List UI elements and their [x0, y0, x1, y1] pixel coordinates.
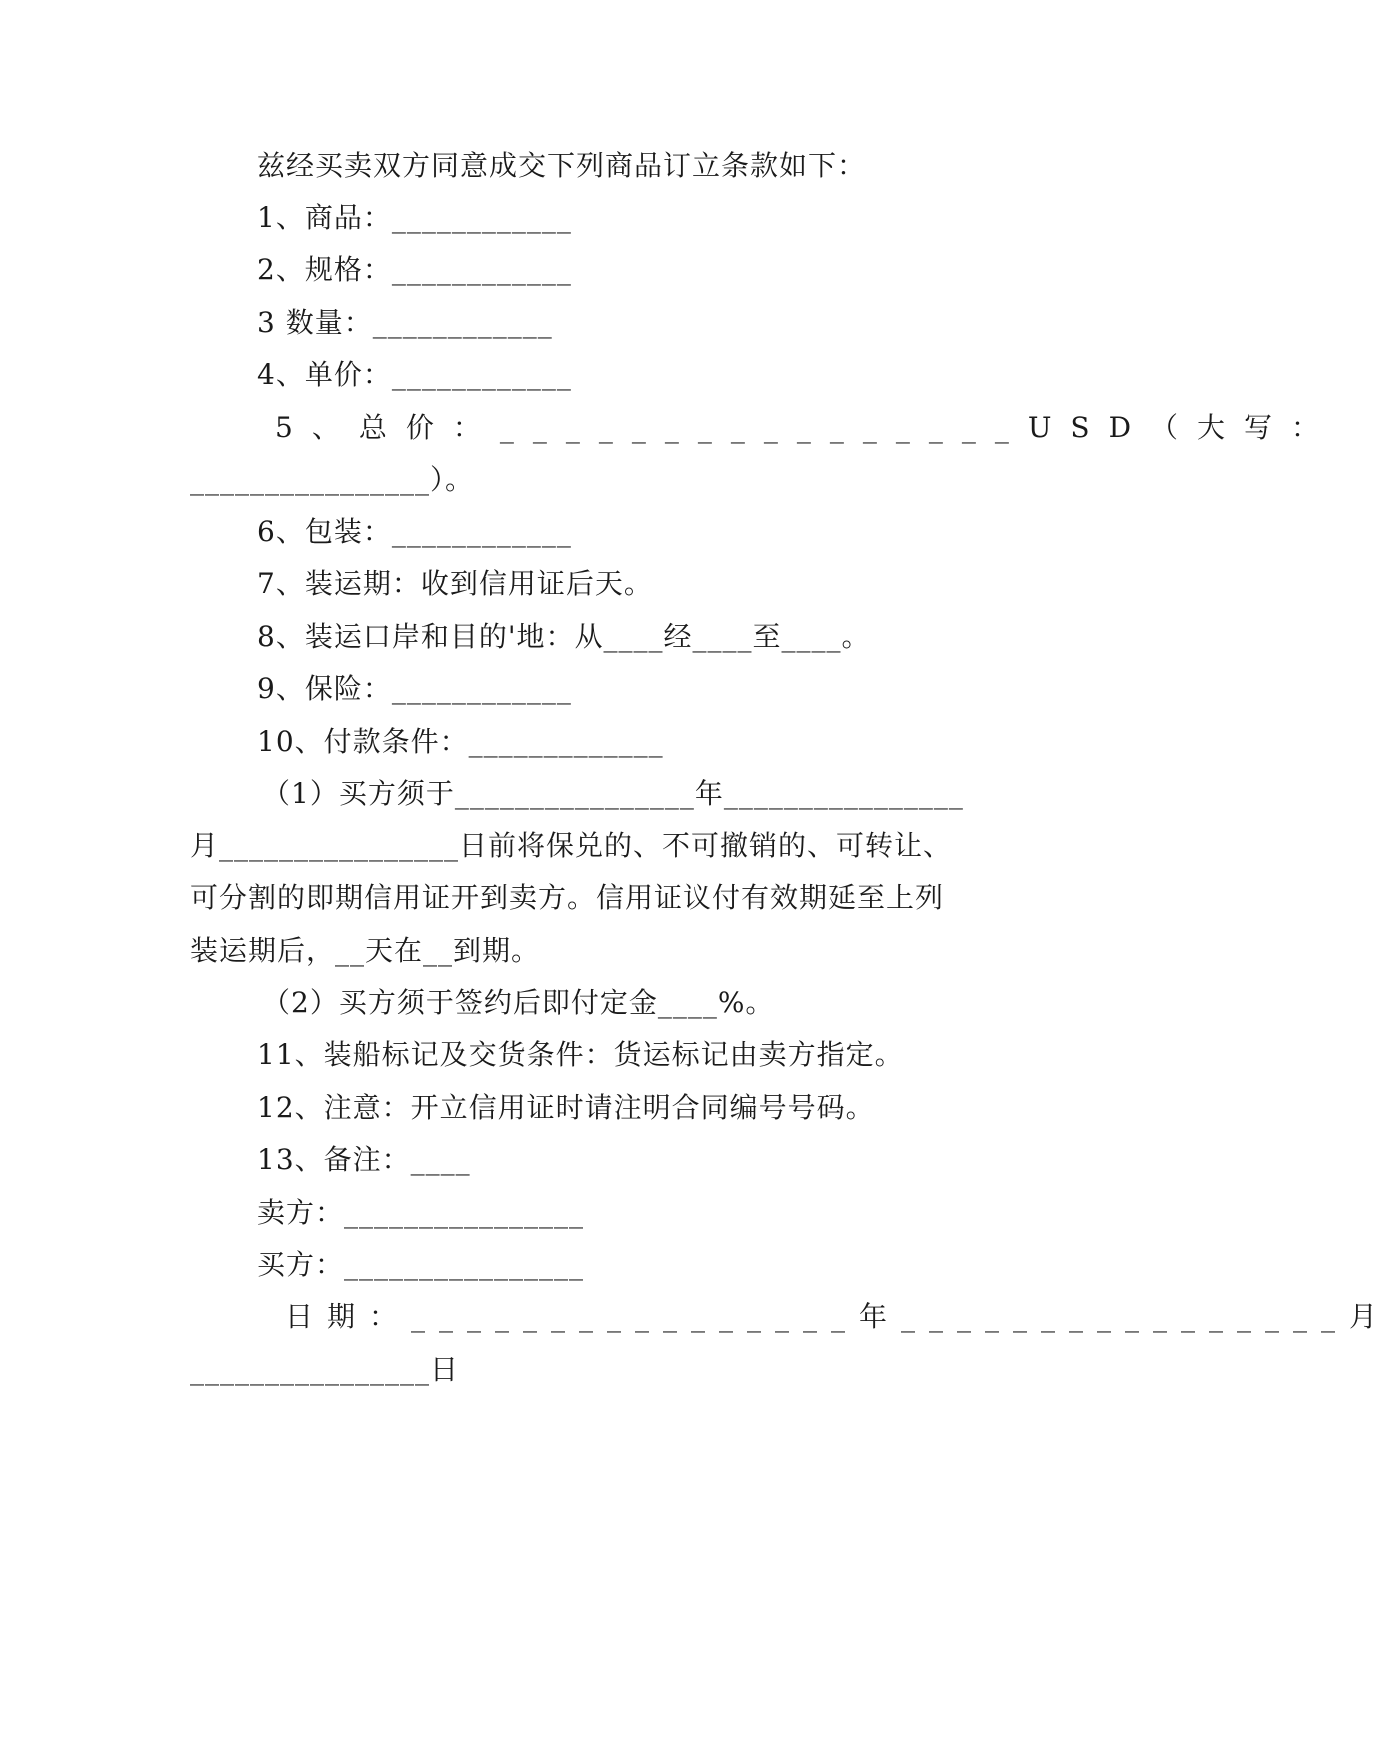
- clause-unit-price: 4、单价：____________: [257, 358, 572, 391]
- payment-term-2: （2）买方须于签约后即付定金____%。: [262, 986, 775, 1019]
- clause-shipping-marks: 11、装船标记及交货条件：货运标记由卖方指定。: [257, 1038, 904, 1071]
- clause-packing: 6、包装：____________: [257, 515, 572, 548]
- clause-payment-terms: 10、付款条件：_____________: [257, 725, 664, 758]
- clause-total-price: 5、总价：________________USD（大写：: [275, 411, 1339, 444]
- clause-specification: 2、规格：____________: [257, 253, 572, 286]
- payment-term-1-line-2: 月________________日前将保兑的、不可撤销的、可转让、: [190, 829, 953, 862]
- payment-term-1: （1）买方须于________________年________________: [262, 777, 964, 810]
- date-line: 日期：________________年________________月: [285, 1300, 1391, 1333]
- clause-shipment-period: 7、装运期：收到信用证后天。: [257, 567, 653, 600]
- contract-intro: 兹经买卖双方同意成交下列商品订立条款如下：: [257, 149, 867, 182]
- clause-remarks: 13、备注：____: [257, 1143, 471, 1176]
- clause-ports: 8、装运口岸和目的'地：从____经____至____。: [257, 620, 871, 653]
- clause-insurance: 9、保险：____________: [257, 672, 572, 705]
- seller-signature-line: 卖方：________________: [257, 1196, 585, 1229]
- clause-goods: 1、商品：____________: [257, 201, 572, 234]
- clause-notice: 12、注意：开立信用证时请注明合同编号号码。: [257, 1091, 875, 1124]
- buyer-signature-line: 买方：________________: [257, 1248, 585, 1281]
- clause-total-price-continued: ________________）。: [190, 463, 475, 496]
- clause-quantity: 3 数量：____________: [257, 306, 553, 339]
- payment-term-1-line-4: 装运期后，__天在__到期。: [190, 934, 541, 967]
- payment-term-1-line-3: 可分割的即期信用证开到卖方。信用证议付有效期延至上列: [190, 881, 945, 914]
- date-line-continued: ________________日: [190, 1353, 460, 1386]
